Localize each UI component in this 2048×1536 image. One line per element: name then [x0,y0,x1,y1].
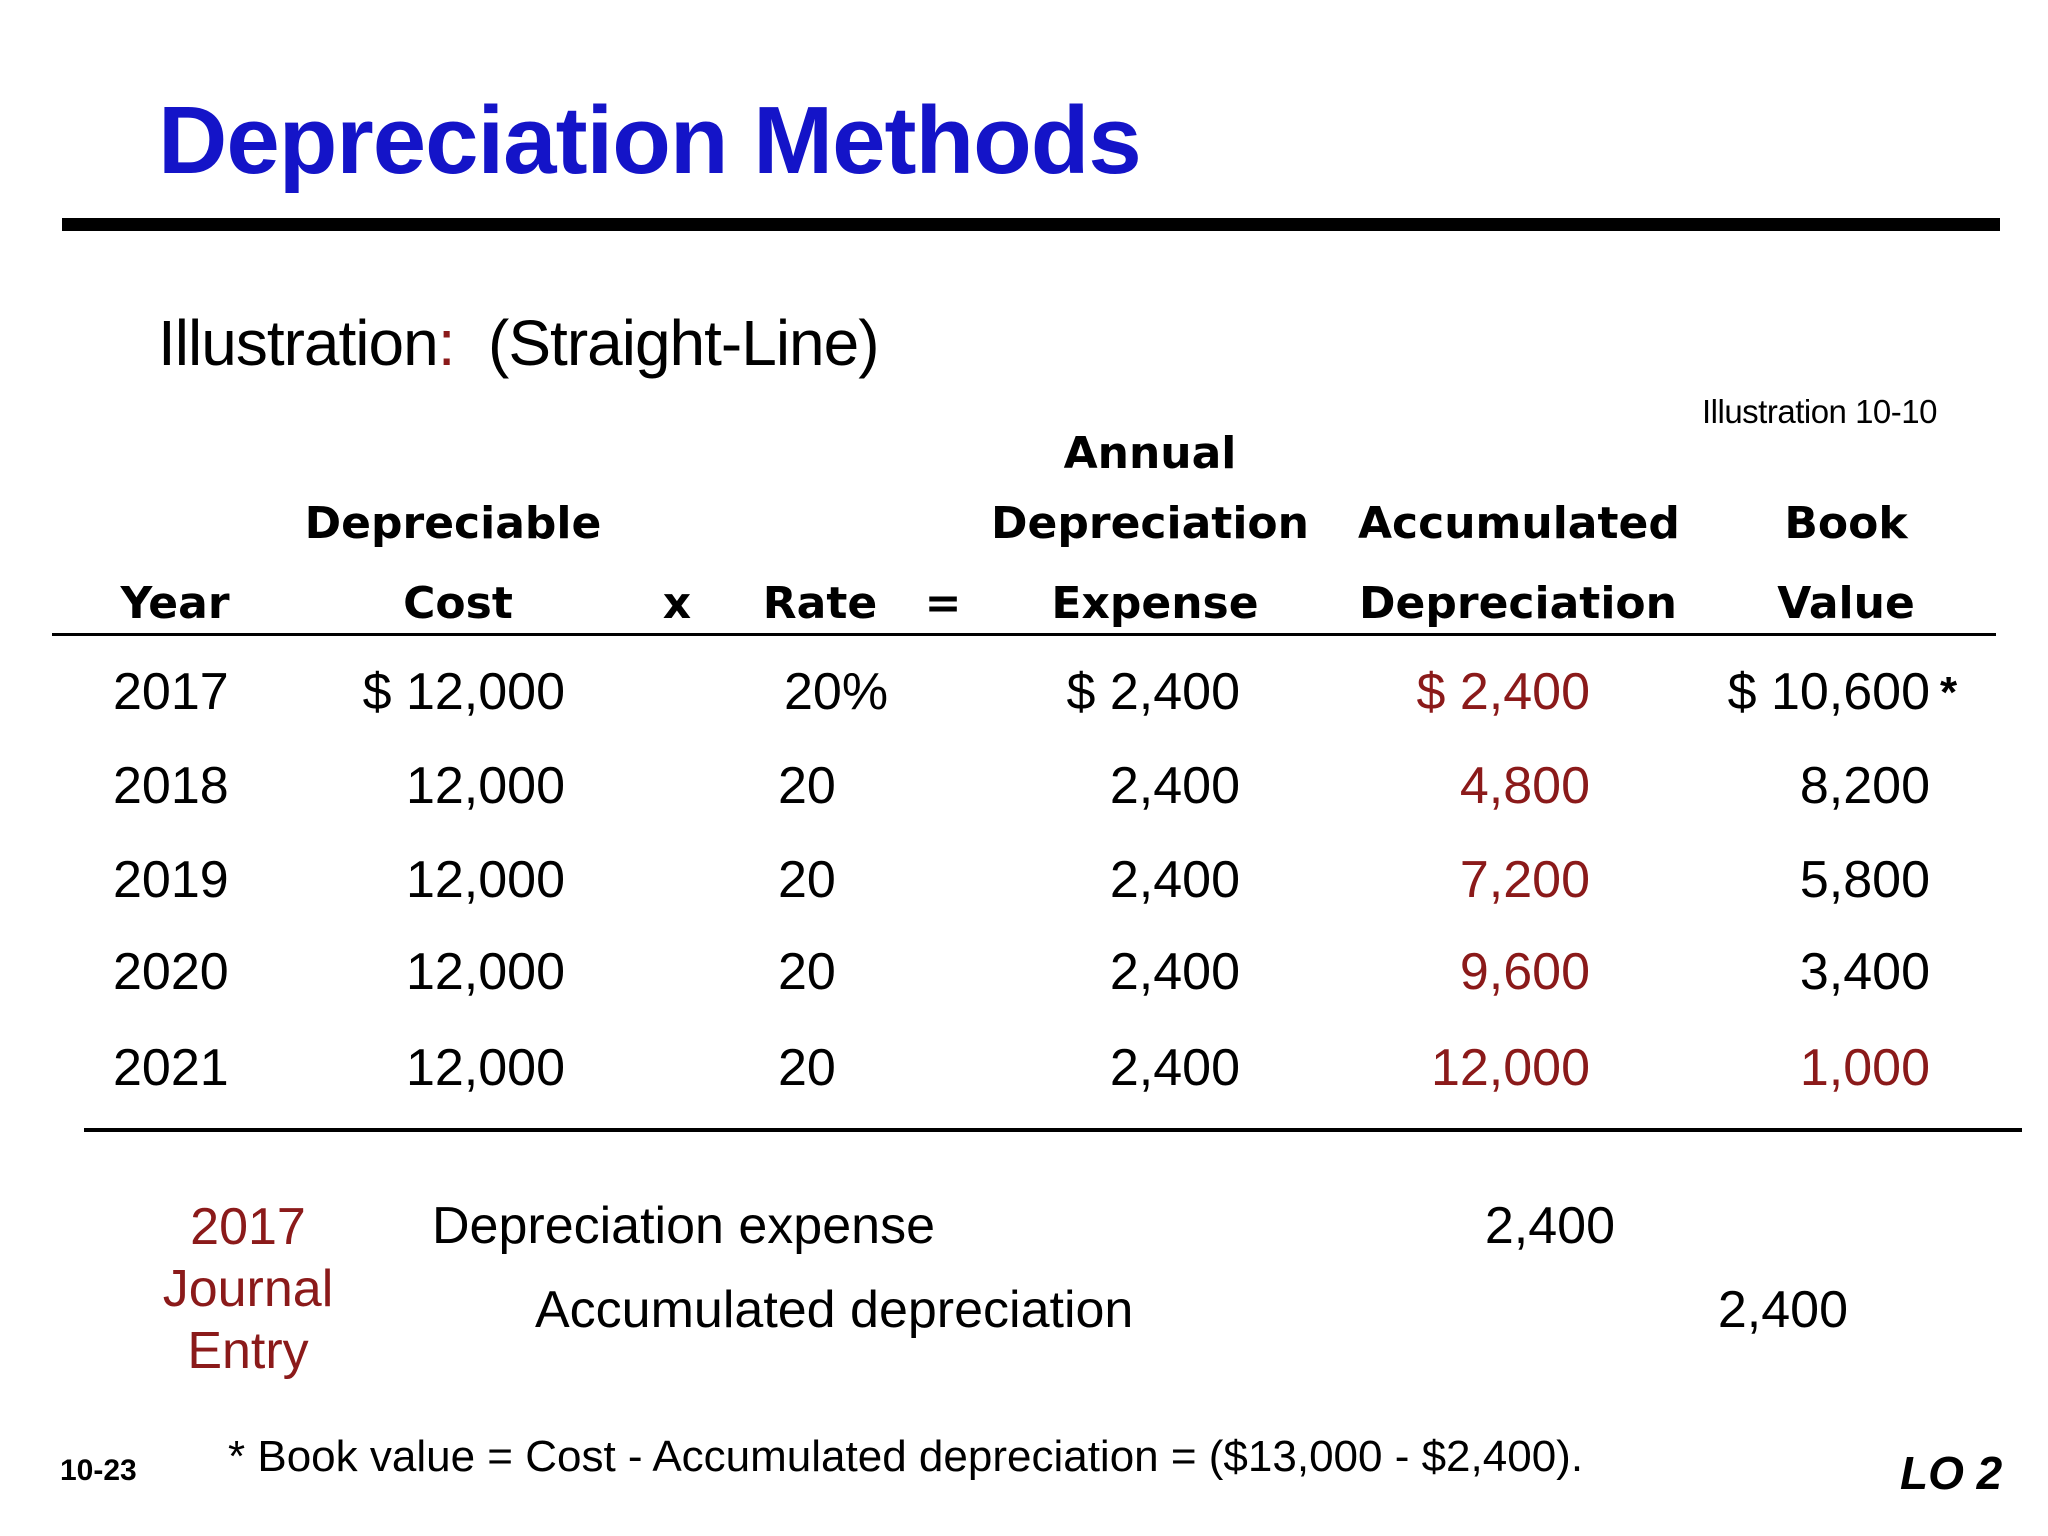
subtitle-label: Illustration [158,307,438,379]
row-2018-cost: 12,000 [405,757,565,815]
row-2020-cost: 12,000 [405,943,565,1001]
row-2021-rate: 20 [778,1039,836,1097]
row-2018-book: 8,200 [1799,757,1930,815]
row-2020-accum: 9,600 [1459,943,1590,1001]
page-number: 10-23 [60,1454,137,1487]
row-2017-year: 2017 [113,663,229,721]
row-2020-year: 2020 [113,943,229,1001]
subtitle-method: (Straight-Line) [488,307,879,379]
row-2017-accum: $ 2,400 [1416,663,1590,721]
row-2018-expense: 2,400 [1109,757,1240,815]
row-2020-expense: 2,400 [1109,943,1240,1001]
row-2019-book: 5,800 [1799,851,1930,909]
row-2018-rate: 20 [778,757,836,815]
journal-debit-amount: 2,400 [1484,1197,1615,1255]
journal-label-entry: Entry [187,1322,309,1380]
footnote: * Book value = Cost - Accumulated depreciation = ($13,000 - $2,400). [228,1432,1584,1481]
row-2019-accum: 7,200 [1459,851,1590,909]
row-2019-cost: 12,000 [405,851,565,909]
header-book-line2: Value [1777,578,1915,629]
row-2021-accum: 12,000 [1430,1039,1590,1097]
row-2021-cost: 12,000 [405,1039,565,1097]
row-2021-year: 2021 [113,1039,229,1097]
header-cost-line2: Cost [403,578,513,629]
header-divider [52,633,1996,636]
row-2017-footnote-mark: * [1940,668,1958,717]
row-2019-year: 2019 [113,851,229,909]
header-expense-line2: Depreciation [991,498,1309,549]
header-times: x [662,578,692,629]
learning-objective: LO 2 [1900,1447,2003,1499]
header-rate: Rate [762,578,878,629]
row-2019-expense: 2,400 [1109,851,1240,909]
subtitle [158,306,879,380]
header-year: Year [120,578,230,629]
row-2017-book: $ 10,600 [1727,663,1930,721]
title-divider [62,218,2000,231]
header-accum-line2: Depreciation [1359,578,1677,629]
header-expense-line1: Annual [1063,428,1237,479]
row-2017-expense: $ 2,400 [1066,663,1240,721]
row-2017-rate: 20% [784,663,889,721]
row-2021-book: 1,000 [1799,1039,1930,1097]
row-2021-expense: 2,400 [1109,1039,1240,1097]
row-2018-accum: 4,800 [1459,757,1590,815]
journal-entry-label [148,1196,348,1382]
header-accum-line1: Accumulated [1358,498,1680,549]
row-2019-rate: 20 [778,851,836,909]
header-cost-line1: Depreciable [304,498,602,549]
subtitle-colon: : [437,307,455,379]
page-title: Depreciation Methods [158,87,1141,194]
journal-credit-account: Accumulated depreciation [535,1281,1134,1339]
header-equals: = [924,578,962,629]
journal-credit-amount: 2,400 [1717,1281,1848,1339]
journal-label-journal: Journal [162,1260,334,1318]
illustration-reference: Illustration 10-10 [1702,393,1937,430]
header-book-line1: Book [1784,498,1908,549]
row-2018-year: 2018 [113,757,229,815]
header-expense-line3: Expense [1051,578,1259,629]
journal-debit-account: Depreciation expense [432,1197,935,1255]
row-2020-book: 3,400 [1799,943,1930,1001]
row-2017-cost: $ 12,000 [362,663,565,721]
journal-label-year: 2017 [190,1198,306,1256]
row-2020-rate: 20 [778,943,836,1001]
table-bottom-divider [84,1128,2022,1132]
